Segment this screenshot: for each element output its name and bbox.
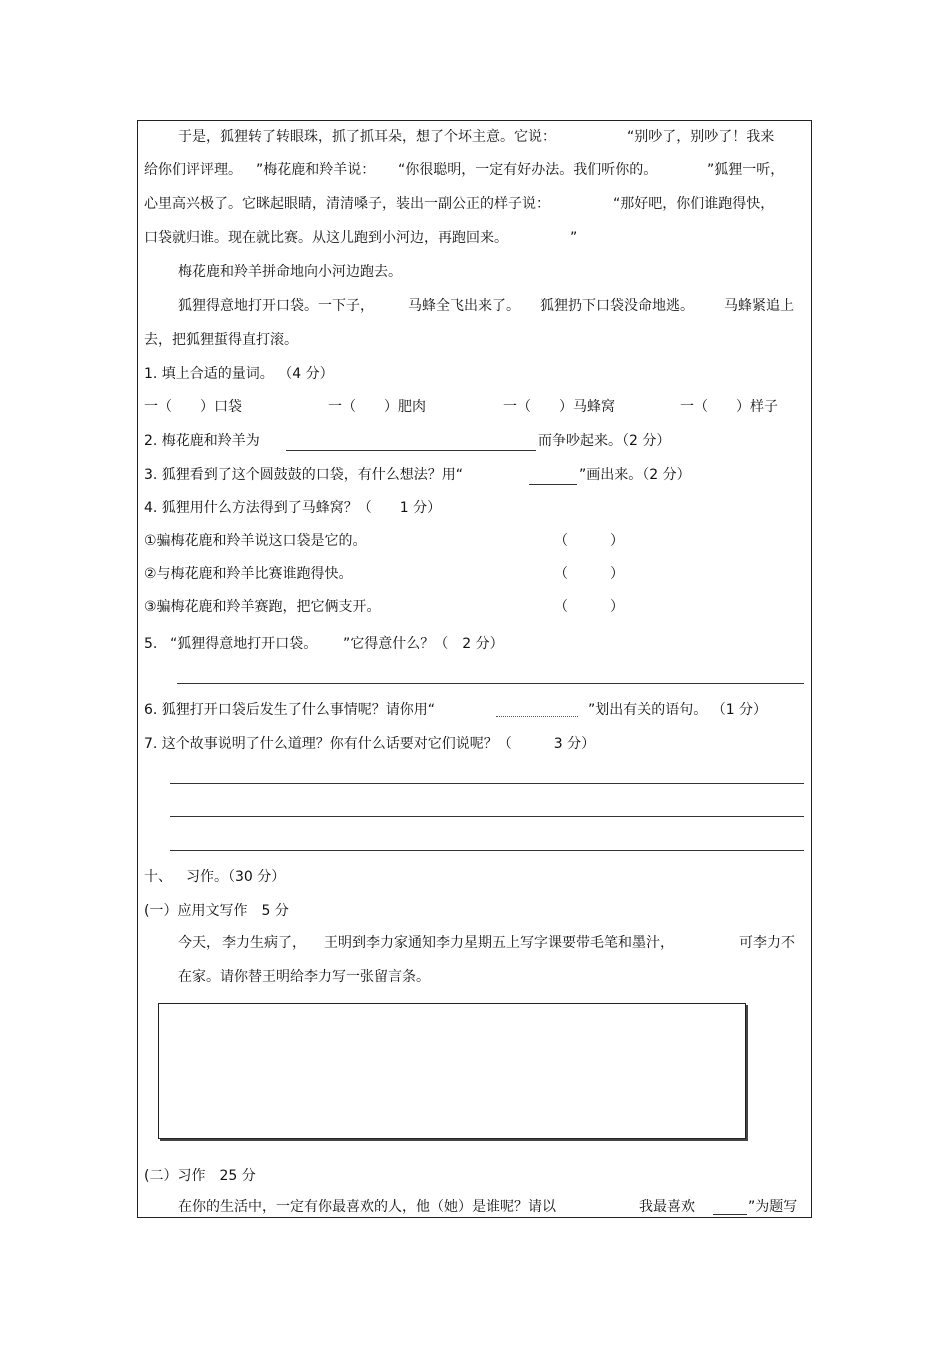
note-writing-box[interactable] (158, 1003, 746, 1139)
story-line-4a: 口袋就归谁。现在就比赛。从这儿跑到小河边，再跑回来。 (144, 230, 508, 246)
story-line-1b: “别吵了，别吵了！我来 (627, 129, 775, 145)
story-line-7: 去，把狐狸蜇得直打滚。 (144, 332, 298, 348)
q2-answer-line[interactable] (286, 450, 536, 451)
q5-answer-line[interactable] (177, 683, 804, 684)
part1-line1c: 王明到李力家通知李力星期五上写字课要带毛笔和墨汁， (324, 935, 674, 951)
q2-text-b: 而争吵起来。（2 分） (538, 433, 671, 449)
q3-text-b: ”画出来。（2 分） (579, 467, 691, 483)
story-line-4b: ” (570, 230, 578, 246)
q7-answer-line-1[interactable] (170, 783, 804, 784)
q7-answer-line-2[interactable] (170, 816, 804, 817)
part2-line1b: 我最喜欢 (639, 1199, 695, 1215)
story-line-3a: 心里高兴极了。它眯起眼睛，清清嗓子，装出一副公正的样子说： (144, 196, 550, 212)
q4-paren-3[interactable]: （ ） (554, 599, 624, 615)
q1-item-3: 一（ ）马蜂窝 (503, 399, 615, 415)
q1-item-4: 一（ ）样子 (680, 399, 778, 415)
part2-line1a: 在你的生活中，一定有你最喜欢的人，他（她）是谁呢？请以 (178, 1199, 556, 1215)
story-line-3b: “那好吧，你们谁跑得快， (613, 196, 775, 212)
story-line-2d: ”狐狸一听， (707, 162, 785, 178)
part1-line1d: 可李力不 (739, 935, 795, 951)
q4-option-1: ①骗梅花鹿和羚羊说这口袋是它的。 (144, 533, 367, 549)
part1-title: (一）应用文写作 5 分 (144, 903, 289, 919)
q7-answer-line-3[interactable] (170, 850, 804, 851)
q4-option-2: ②与梅花鹿和羚羊比赛谁跑得快。 (144, 566, 353, 582)
q5-question: ”它得意什么？（ 2 分） (343, 636, 504, 652)
q1-title: 1. 填上合适的量词。 （4 分） (144, 366, 334, 382)
story-line-5: 梅花鹿和羚羊拼命地向小河边跑去。 (178, 264, 402, 280)
q3-underline-mark (529, 484, 577, 485)
q5-quote: “狐狸得意地打开口袋。 (170, 636, 318, 652)
q6-wavy-mark (496, 716, 578, 717)
q3-text-a: 3. 狐狸看到了这个圆鼓鼓的口袋，有什么想法？用“ (144, 467, 464, 483)
part1-line1a: 今天， (178, 935, 220, 951)
q1-item-1: 一（ ）口袋 (144, 399, 242, 415)
q2-text-a: 2. 梅花鹿和羚羊为 (144, 433, 260, 449)
q5-number: 5. (144, 636, 158, 652)
story-line-6b: 马蜂全飞出来了。 (408, 298, 520, 314)
part1-line2: 在家。请你替王明给李力写一张留言条。 (178, 969, 430, 985)
section10-title: 习作。（30 分） (186, 869, 286, 885)
story-line-2a: 给你们评评理。 (144, 162, 242, 178)
q6-text-b: ”划出有关的语句。 （1 分） (588, 702, 768, 718)
part1-line1b: 李力生病了， (222, 935, 306, 951)
q4-option-3: ③骗梅花鹿和羚羊赛跑，把它俩支开。 (144, 599, 381, 615)
part2-title: (二）习作 25 分 (144, 1168, 256, 1184)
q6-text-a: 6. 狐狸打开口袋后发生了什么事情呢？请你用“ (144, 702, 436, 718)
q4-paren-1[interactable]: （ ） (554, 533, 624, 549)
story-line-6d: 马蜂紧追上 (724, 298, 794, 314)
story-line-6c: 狐狸扔下口袋没命地逃。 (540, 298, 694, 314)
section10-number: 十、 (144, 869, 172, 885)
part2-title-blank[interactable] (713, 1214, 747, 1215)
q4-paren-2[interactable]: （ ） (554, 566, 624, 582)
story-line-2c: “你很聪明，一定有好办法。我们听你的。 (398, 162, 658, 178)
story-line-6a: 狐狸得意地打开口袋。一下子， (178, 298, 374, 314)
q1-item-2: 一（ ）肥肉 (328, 399, 426, 415)
q7-text: 7. 这个故事说明了什么道理？你有什么话要对它们说呢？（ 3 分） (144, 736, 596, 752)
story-line-1a: 于是，狐狸转了转眼珠，抓了抓耳朵，想了个坏主意。它说： (178, 129, 556, 145)
part2-line1c: ”为题写 (748, 1199, 798, 1215)
q4-title: 4. 狐狸用什么方法得到了马蜂窝？（ 1 分） (144, 500, 442, 516)
story-line-2b: ”梅花鹿和羚羊说： (256, 162, 376, 178)
